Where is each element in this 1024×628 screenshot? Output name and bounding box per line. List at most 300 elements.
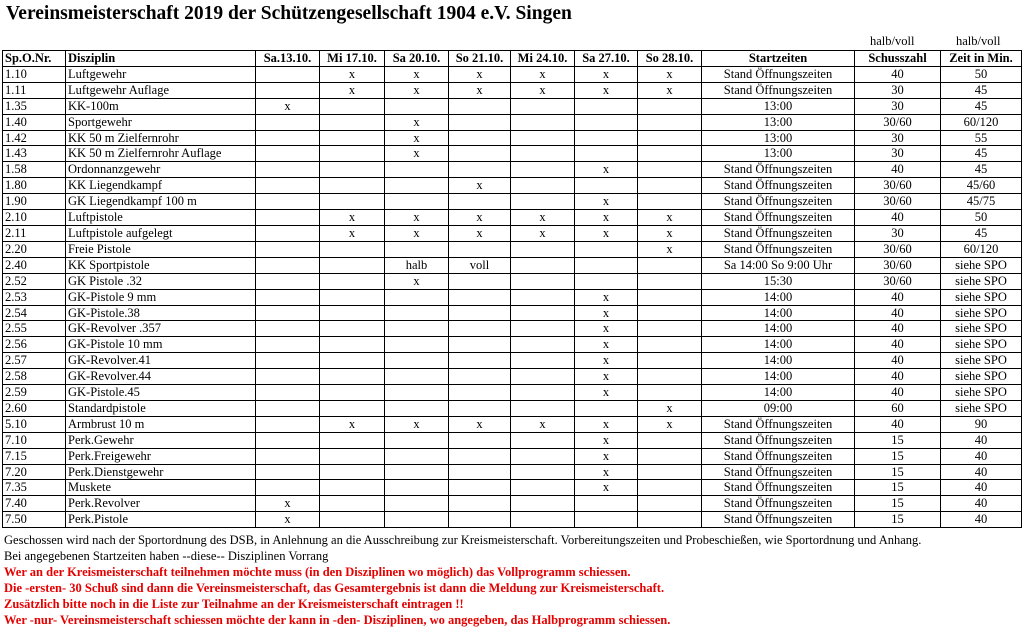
table-cell: 45 [941,82,1022,98]
table-cell: Stand Öffnungszeiten [702,496,855,512]
table-cell [449,337,511,353]
table-cell [638,385,702,401]
table-cell [256,432,320,448]
table-cell: 14:00 [702,305,855,321]
table-cell: 30 [855,146,941,162]
table-cell [320,353,385,369]
table-cell: 40 [855,162,941,178]
table-cell: x [449,416,511,432]
table-cell: 45/60 [941,178,1022,194]
table-cell: 7.20 [3,464,66,480]
table-cell [256,273,320,289]
table-cell: Stand Öffnungszeiten [702,416,855,432]
table-cell [638,337,702,353]
table-cell: 7.50 [3,512,66,528]
table-cell: 1.90 [3,194,66,210]
column-header: Mi 24.10. [511,51,575,67]
table-cell: x [638,82,702,98]
table-cell: 40 [855,416,941,432]
table-cell: 1.35 [3,98,66,114]
table-cell [449,98,511,114]
table-cell: x [511,66,575,82]
table-cell [638,162,702,178]
table-cell: 2.53 [3,289,66,305]
table-cell: Stand Öffnungszeiten [702,194,855,210]
table-cell: x [575,385,638,401]
table-cell: 40 [855,337,941,353]
table-cell [256,353,320,369]
table-row [3,305,1022,321]
table-cell: 14:00 [702,337,855,353]
table-cell [575,257,638,273]
table-cell [320,305,385,321]
table-cell: x [575,416,638,432]
table-cell [320,98,385,114]
table-cell [320,321,385,337]
table-cell [320,448,385,464]
table-cell: 2.54 [3,305,66,321]
table-cell: 40 [855,289,941,305]
table-cell: 5.10 [3,416,66,432]
table-row [3,241,1022,257]
table-cell: x [511,416,575,432]
table-cell [575,512,638,528]
table-cell: x [256,512,320,528]
table-cell: x [449,82,511,98]
table-cell: Stand Öffnungszeiten [702,178,855,194]
table-cell: Armbrust 10 m [66,416,256,432]
table-cell [511,98,575,114]
table-cell [320,114,385,130]
table-cell [385,162,449,178]
table-cell: 40 [941,464,1022,480]
table-cell: x [575,66,638,82]
table-cell [511,512,575,528]
table-cell: Perk.Revolver [66,496,256,512]
table-cell: 40 [855,321,941,337]
table-cell: Stand Öffnungszeiten [702,432,855,448]
table-cell: 2.58 [3,369,66,385]
table-cell [449,241,511,257]
table-cell: siehe SPO [941,273,1022,289]
table-cell: x [575,337,638,353]
table-cell: 30 [855,82,941,98]
table-cell: x [575,448,638,464]
column-header: Sa.13.10. [256,51,320,67]
table-cell: Perk.Dienstgewehr [66,464,256,480]
warning-line: Wer -nur- Vereinsmeisterschaft schiessen möchte der kann in -den- Disziplinen, wo angegeben, das Halbprogramm schiessen. [4,613,671,627]
page-title: Vereinsmeisterschaft 2019 der Schützengesellschaft 1904 e.V. Singen [6,3,572,24]
table-cell: 14:00 [702,321,855,337]
warning-line: Zusätzlich bitte noch in die Liste zur Teilnahme an der Kreismeisterschaft eintragen !! [4,597,464,611]
table-row [3,82,1022,98]
table-cell [511,162,575,178]
table-cell: GK-Revolver.41 [66,353,256,369]
table-cell: 7.40 [3,496,66,512]
table-cell [638,480,702,496]
table-cell [575,114,638,130]
table-cell [638,496,702,512]
table-cell: 30 [855,130,941,146]
table-cell: siehe SPO [941,321,1022,337]
table-cell: Freie Pistole [66,241,256,257]
table-cell: KK-100m [66,98,256,114]
table-cell [320,273,385,289]
table-cell [256,480,320,496]
table-cell: 45/75 [941,194,1022,210]
notes-section [4,532,1020,628]
table-cell: x [320,225,385,241]
table-cell: 15 [855,496,941,512]
table-cell [575,241,638,257]
table-cell: 7.35 [3,480,66,496]
table-cell: Muskete [66,480,256,496]
table-cell: GK-Revolver.44 [66,369,256,385]
table-cell: 2.52 [3,273,66,289]
table-cell: x [638,210,702,226]
table-cell: x [511,82,575,98]
table-cell: KK 50 m Zielfernrohr [66,130,256,146]
table-cell: siehe SPO [941,257,1022,273]
table-cell: 09:00 [702,400,855,416]
table-cell: 45 [941,225,1022,241]
table-cell: voll [449,257,511,273]
table-cell: 2.11 [3,225,66,241]
table-cell [256,369,320,385]
table-cell [256,162,320,178]
table-cell: siehe SPO [941,337,1022,353]
table-cell [638,130,702,146]
table-cell [320,480,385,496]
table-cell [449,130,511,146]
table-cell: x [575,82,638,98]
table-cell: x [320,210,385,226]
table-cell: 15 [855,464,941,480]
table-cell [638,194,702,210]
table-cell: 45 [941,146,1022,162]
table-cell [575,98,638,114]
table-cell: 1.10 [3,66,66,82]
table-cell [385,321,449,337]
table-cell: x [575,480,638,496]
table-cell [449,146,511,162]
table-cell: 50 [941,210,1022,226]
column-header: Startzeiten [702,51,855,67]
table-cell [638,98,702,114]
table-cell: Perk.Pistole [66,512,256,528]
table-cell: GK-Pistole 10 mm [66,337,256,353]
table-cell [385,512,449,528]
table-cell [385,369,449,385]
table-cell: Sa 14:00 So 9:00 Uhr [702,257,855,273]
table-cell: 45 [941,98,1022,114]
table-cell: x [256,98,320,114]
table-cell: x [320,416,385,432]
table-cell [320,385,385,401]
table-cell: siehe SPO [941,289,1022,305]
table-row [3,416,1022,432]
table-cell: 1.58 [3,162,66,178]
table-cell: KK Sportpistole [66,257,256,273]
table-row [3,432,1022,448]
table-cell [320,194,385,210]
table-cell: 40 [941,432,1022,448]
table-cell: 15 [855,448,941,464]
table-row [3,353,1022,369]
table-cell: 50 [941,66,1022,82]
table-cell: 40 [941,496,1022,512]
table-cell [256,448,320,464]
table-cell: Luftgewehr [66,66,256,82]
table-cell [256,305,320,321]
table-row [3,194,1022,210]
table-cell [575,178,638,194]
table-cell: 15 [855,512,941,528]
table-cell [256,464,320,480]
table-cell [575,496,638,512]
table-row [3,289,1022,305]
table-cell: 90 [941,416,1022,432]
table-cell [256,289,320,305]
table-cell [511,305,575,321]
table-cell: 14:00 [702,353,855,369]
table-cell [638,273,702,289]
table-cell: 2.60 [3,400,66,416]
table-cell [449,273,511,289]
table-cell [638,448,702,464]
table-cell: x [320,66,385,82]
warning-line: Wer an der Kreismeisterschaft teilnehmen möchte muss (in den Disziplinen wo möglich) das Vollprogramm schiessen. [4,565,631,579]
table-cell: 40 [855,353,941,369]
table-cell: x [385,66,449,82]
table-row [3,178,1022,194]
table-cell [511,369,575,385]
table-row [3,337,1022,353]
table-row [3,321,1022,337]
table-cell [575,273,638,289]
table-cell: 2.59 [3,385,66,401]
table-cell: 40 [941,480,1022,496]
table-cell [449,512,511,528]
table-cell: siehe SPO [941,353,1022,369]
table-cell [256,385,320,401]
table-cell [256,130,320,146]
table-cell: siehe SPO [941,400,1022,416]
table-cell [511,321,575,337]
table-cell [449,496,511,512]
table-cell: Perk.Freigewehr [66,448,256,464]
table-cell: x [511,225,575,241]
table-cell [638,353,702,369]
table-cell [449,448,511,464]
column-header: Sa 20.10. [385,51,449,67]
table-cell: 30/60 [855,257,941,273]
table-cell: 60/120 [941,114,1022,130]
table-cell: 15 [855,432,941,448]
table-row [3,385,1022,401]
table-cell: 2.10 [3,210,66,226]
column-header: Zeit in Min. [941,51,1022,67]
table-cell: x [575,162,638,178]
table-cell [256,225,320,241]
table-cell [256,194,320,210]
table-cell: x [575,210,638,226]
table-cell: Stand Öffnungszeiten [702,82,855,98]
table-cell [385,496,449,512]
table-cell [638,321,702,337]
table-cell [320,257,385,273]
table-cell: x [385,82,449,98]
table-cell [320,289,385,305]
table-cell [385,448,449,464]
table-cell: 40 [855,305,941,321]
table-row [3,273,1022,289]
table-cell: 60/120 [941,241,1022,257]
table-cell [320,512,385,528]
table-cell [320,241,385,257]
table-row [3,210,1022,226]
table-cell [256,210,320,226]
table-cell [449,114,511,130]
table-row [3,448,1022,464]
table-cell [511,432,575,448]
table-cell: 60 [855,400,941,416]
table-cell [449,162,511,178]
table-cell [638,464,702,480]
header-row [3,51,1022,67]
table-cell [256,66,320,82]
table-cell: 2.56 [3,337,66,353]
table-cell: Stand Öffnungszeiten [702,464,855,480]
table-cell: Stand Öffnungszeiten [702,66,855,82]
table-cell [320,146,385,162]
table-cell: x [638,400,702,416]
table-cell [449,353,511,369]
table-cell [511,337,575,353]
table-cell [638,146,702,162]
column-header: Sp.O.Nr. [3,51,66,67]
table-cell: x [256,496,320,512]
table-cell: x [638,241,702,257]
table-cell [638,369,702,385]
table-cell: Perk.Gewehr [66,432,256,448]
table-cell [385,353,449,369]
table-cell [320,464,385,480]
table-cell [511,114,575,130]
table-cell [256,321,320,337]
table-cell [449,480,511,496]
table-cell: x [575,289,638,305]
table-cell [511,146,575,162]
table-cell [511,194,575,210]
table-cell [385,305,449,321]
table-cell [385,432,449,448]
note-line: Geschossen wird nach der Sportordnung des DSB, in Anlehnung an die Ausschreibung zur Kreismeisterschaft. Vorbereitungszeiten und Probeschießen, wie Sportordnung und Anhang. [4,533,922,547]
table-cell: 2.20 [3,241,66,257]
table-cell: 40 [941,512,1022,528]
table-cell: 13:00 [702,146,855,162]
table-cell: 15:30 [702,273,855,289]
table-cell [511,273,575,289]
table-cell: KK Liegendkampf [66,178,256,194]
table-cell: GK-Pistole.38 [66,305,256,321]
table-cell [511,353,575,369]
table-cell [449,369,511,385]
table-cell [320,130,385,146]
table-cell: 13:00 [702,114,855,130]
table-cell: 2.55 [3,321,66,337]
table-cell [575,400,638,416]
column-header: Disziplin [66,51,256,67]
table-cell [320,369,385,385]
table-cell: x [575,194,638,210]
table-cell: 14:00 [702,369,855,385]
table-row [3,512,1022,528]
note-line: Bei angegebenen Startzeiten haben --diese-- Disziplinen Vorrang [4,549,329,563]
table-cell: Stand Öffnungszeiten [702,512,855,528]
table-cell: Standardpistole [66,400,256,416]
table-cell [511,448,575,464]
table-row [3,369,1022,385]
table-cell: x [449,66,511,82]
table-cell [511,130,575,146]
table-row [3,464,1022,480]
table-cell [385,337,449,353]
table-cell: 40 [941,448,1022,464]
table-cell [511,464,575,480]
table-cell: siehe SPO [941,305,1022,321]
table-row [3,480,1022,496]
table-cell [385,480,449,496]
table-cell [449,194,511,210]
table-cell [449,385,511,401]
table-cell: 40 [855,385,941,401]
table-cell [511,241,575,257]
table-cell: Luftpistole aufgelegt [66,225,256,241]
column-header: Schusszahl [855,51,941,67]
table-cell: 2.57 [3,353,66,369]
table-cell: x [385,130,449,146]
table-row [3,130,1022,146]
table-cell: x [449,178,511,194]
table-cell: x [385,114,449,130]
table-cell [511,400,575,416]
table-cell: x [575,353,638,369]
column-header: So 28.10. [638,51,702,67]
table-cell [449,321,511,337]
table-cell: KK 50 m Zielfernrohr Auflage [66,146,256,162]
table-row [3,257,1022,273]
table-cell: x [575,225,638,241]
table-cell: x [575,321,638,337]
table-cell: x [449,225,511,241]
table-cell: Stand Öffnungszeiten [702,225,855,241]
table-cell: 40 [855,66,941,82]
table-cell [320,432,385,448]
table-cell: 1.40 [3,114,66,130]
table-cell [511,257,575,273]
table-cell: 14:00 [702,385,855,401]
table-row [3,114,1022,130]
table-cell: x [385,273,449,289]
column-header: So 21.10. [449,51,511,67]
table-cell [449,289,511,305]
table-cell: siehe SPO [941,385,1022,401]
table-cell [638,432,702,448]
table-cell [511,385,575,401]
zeit-mode-label: halb/voll [956,34,1001,48]
table-cell: Stand Öffnungszeiten [702,448,855,464]
